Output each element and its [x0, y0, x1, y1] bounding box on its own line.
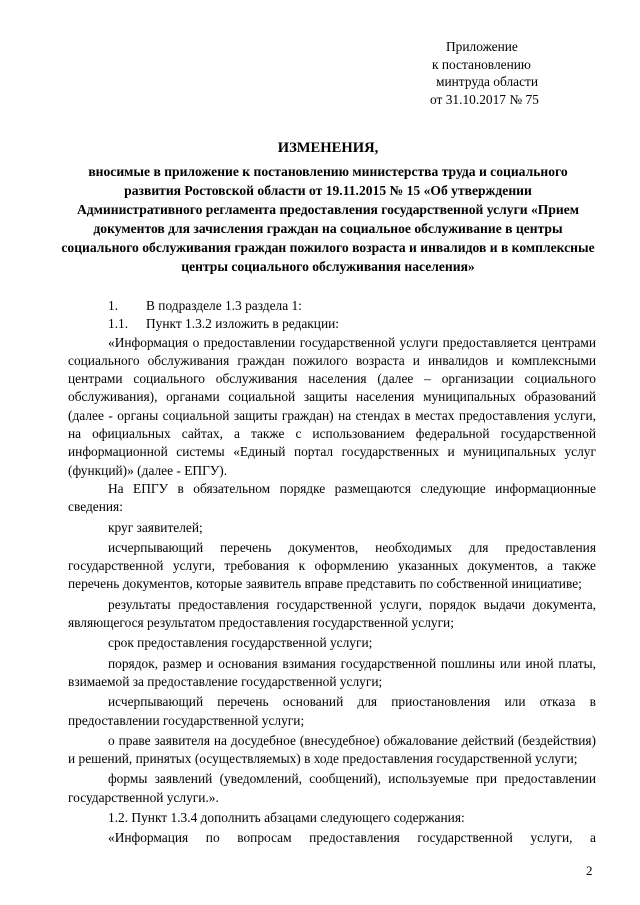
- paragraph: формы заявлений (уведомлений, сообщений), используемые при предоставлении государственной услуги.».: [68, 771, 596, 805]
- item-text: В подразделе 1.3 раздела 1:: [146, 298, 302, 313]
- list-item: [68, 297, 596, 315]
- paragraph: На ЕПГУ в обязательном порядке размещаются следующие информационные сведения:: [68, 480, 596, 515]
- paragraph: «Информация о предоставлении государственной услуги предоставляется центрами социального обслуживания граждан пожилого возраста и инвалидов и комплексными центрами социального обслуживания населения (далее – организации социального обслуживания), органами социальной защиты населения муниципальных образований (далее - органы социальной защиты граждан) на стендах в местах предоставления услуги, на официальных сайтах, а также с использованием федеральной государственной информационной системы «Единый портал государственных и муниципальных услуг (функций)» (далее - ЕПГУ).: [68, 334, 596, 478]
- paragraph: круг заявителей;: [108, 519, 203, 535]
- document-heading: [60, 139, 596, 276]
- appendix-line: Приложение: [446, 39, 518, 54]
- list-item: [68, 315, 596, 333]
- document-body: [68, 297, 596, 848]
- heading-subtitle: вносимые в приложение к постановлению министерства труда и социального развития Ростовской области от 19.11.2015 № 15 «Об утверждении Административного регламента предоставления государственной услуги «Прием документов для зачисления граждан на социальное обслуживание в центры социального обслуживания граждан пожилого возраста и инвалидов и в комплексные центры социального обслуживания населения»: [61, 164, 595, 274]
- appendix-line: от 31.10.2017 № 75: [430, 91, 539, 107]
- paragraph: порядок, размер и основания взимания государственной пошлины или иной платы, взимаемой за предоставление государственной услуги;: [68, 655, 596, 689]
- heading-title: ИЗМЕНЕНИЯ,: [277, 140, 379, 156]
- paragraph: результаты предоставления государственной услуги, порядок выдачи документа, являющегося результатом предоставления государственной услуги;: [68, 596, 596, 631]
- paragraph: срок предоставления государственной услуги;: [108, 635, 373, 651]
- item-number: 1.: [108, 298, 119, 313]
- paragraph: «Информация по вопросам предоставления государственной услуги, а: [108, 830, 596, 846]
- paragraph: о праве заявителя на досудебное (внесудебное) обжалование действий (бездействия) и решений, принятых (осуществляемых) в ходе предоставления государственной услуги;: [68, 732, 596, 767]
- item-number: 1.1.: [108, 316, 129, 332]
- item-text: Пункт 1.3.2 изложить в редакции:: [146, 316, 340, 332]
- paragraph: исчерпывающий перечень документов, необходимых для предоставления государственной услуги, требования к оформлению указанных документов, а также перечень документов, которые заявитель вправе представить по собственной инициативе;: [68, 539, 596, 592]
- appendix-line: минтруда области: [436, 74, 539, 89]
- paragraph: исчерпывающий перечень оснований для приостановления или отказа в предоставлении государственной услуги;: [68, 694, 596, 728]
- appendix-line: к постановлению: [432, 56, 531, 72]
- appendix-note: [428, 38, 608, 108]
- paragraph: 1.2. Пункт 1.3.4 дополнить абзацами следующего содержания:: [108, 810, 465, 826]
- page-number: 2: [586, 863, 593, 878]
